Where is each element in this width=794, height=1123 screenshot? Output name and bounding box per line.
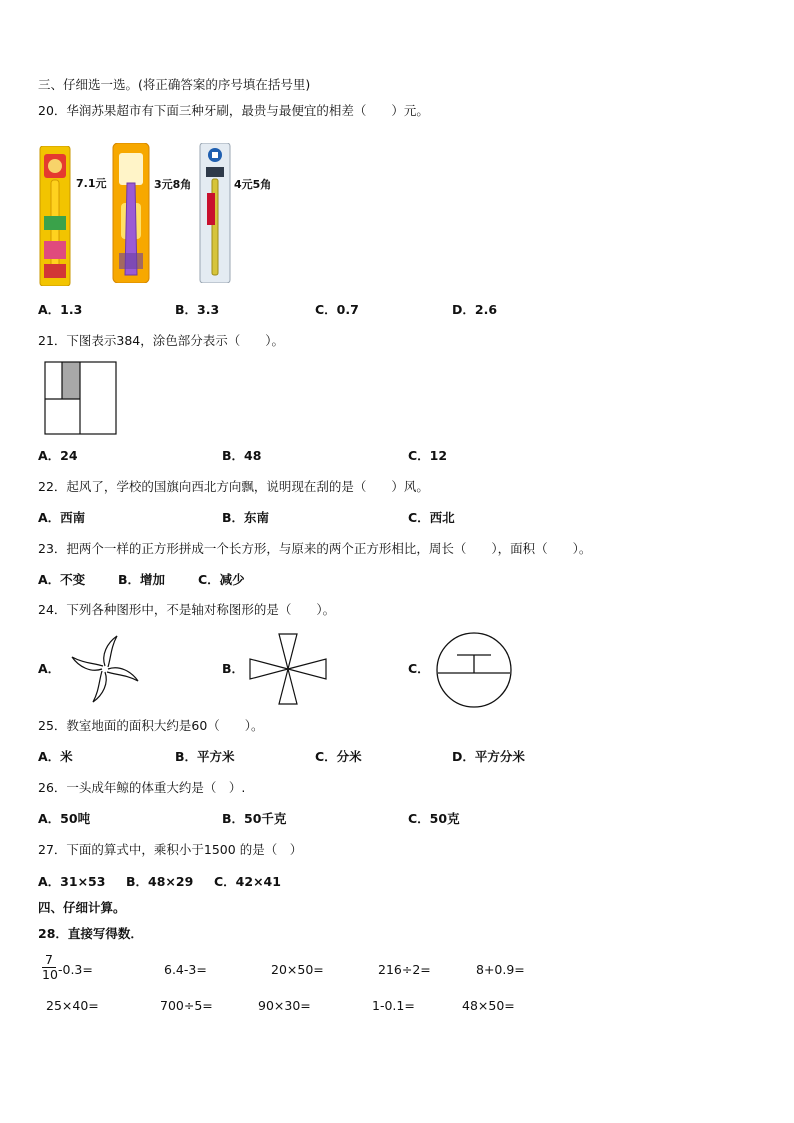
q26-option-a: A．50吨 bbox=[38, 811, 91, 826]
calc-1-3: 20×50= bbox=[271, 962, 324, 977]
q20-option-a: A．1.3 bbox=[38, 302, 83, 317]
q24-option-a: A． bbox=[38, 661, 61, 676]
question-26: 26．一头成年鲸的体重大约是（ ）. bbox=[38, 780, 246, 795]
q26-option-c: C．50克 bbox=[408, 811, 460, 826]
bowtie-cross-shape bbox=[249, 633, 327, 709]
q23-option-a: A．不变 bbox=[38, 572, 86, 587]
q20-option-b: B．3.3 bbox=[175, 302, 220, 317]
calc-1-5: 8+0.9= bbox=[476, 962, 525, 977]
calc-1-4: 216÷2= bbox=[378, 962, 431, 977]
q25-option-b: B．平方米 bbox=[175, 749, 235, 764]
q21-option-c: C．12 bbox=[408, 448, 448, 463]
toothbrush-image-3 bbox=[198, 143, 232, 287]
question-20: 20．华润苏果超市有下面三种牙刷，最贵与最便宜的相差（ ）元。 bbox=[38, 103, 429, 118]
question-24: 24．下列各种图形中，不是轴对称图形的是（ ）。 bbox=[38, 602, 336, 617]
price-label-3: 4元5角 bbox=[234, 178, 272, 191]
calc-2-4: 1-0.1= bbox=[372, 998, 415, 1013]
circle-symbol-shape bbox=[434, 631, 514, 713]
q21-option-a: A．24 bbox=[38, 448, 78, 463]
price-label-2: 3元8角 bbox=[154, 178, 192, 191]
fraction-diagram bbox=[44, 361, 118, 441]
q20-option-d: D．2.6 bbox=[452, 302, 498, 317]
q27-option-a: A．31×53 bbox=[38, 874, 106, 889]
calc-2-3: 90×30= bbox=[258, 998, 311, 1013]
q25-option-d: D．平方分米 bbox=[452, 749, 525, 764]
q22-option-a: A．西南 bbox=[38, 510, 86, 525]
price-label-1: 7.1元 bbox=[76, 177, 107, 190]
section-title-4: 四、仔细计算。 bbox=[38, 900, 126, 915]
q22-option-c: C．西北 bbox=[408, 510, 455, 525]
calc-1-1: -0.3= bbox=[58, 962, 93, 977]
fraction-7-10 bbox=[42, 953, 56, 982]
q20-option-c: C．0.7 bbox=[315, 302, 359, 317]
question-22: 22．起风了，学校的国旗向西北方向飘，说明现在刮的是（ ）风。 bbox=[38, 479, 429, 494]
calc-1-2: 6.4-3= bbox=[164, 962, 207, 977]
section-title-3: 三、仔细选一选。(将正确答案的序号填在括号里) bbox=[38, 77, 311, 92]
q24-option-c: C． bbox=[408, 661, 430, 676]
q24-option-b: B． bbox=[222, 661, 245, 676]
question-21: 21．下图表示384，涂色部分表示（ ）。 bbox=[38, 333, 285, 348]
calc-2-1: 25×40= bbox=[46, 998, 99, 1013]
question-23: 23．把两个一样的正方形拼成一个长方形，与原来的两个正方形相比，周长（ ），面积（ ）。 bbox=[38, 541, 592, 556]
calc-2-2: 700÷5= bbox=[160, 998, 213, 1013]
q25-option-c: C．分米 bbox=[315, 749, 362, 764]
q27-option-b: B．48×29 bbox=[126, 874, 194, 889]
fraction-numerator: 7 bbox=[42, 953, 56, 968]
q21-option-b: B．48 bbox=[222, 448, 262, 463]
question-27: 27．下面的算式中，乘积小于1500 的是（ ） bbox=[38, 842, 303, 857]
calc-2-5: 48×50= bbox=[462, 998, 515, 1013]
pinwheel-shape bbox=[66, 633, 144, 709]
fraction-denominator: 10 bbox=[42, 967, 58, 982]
q23-option-b: B．增加 bbox=[118, 572, 166, 587]
q27-option-c: C．42×41 bbox=[214, 874, 281, 889]
question-25: 25．教室地面的面积大约是60（ ）。 bbox=[38, 718, 264, 733]
toothbrush-image-2 bbox=[111, 143, 151, 287]
question-28: 28．直接写得数． bbox=[38, 926, 143, 941]
q23-option-c: C．减少 bbox=[198, 572, 245, 587]
q26-option-b: B．50千克 bbox=[222, 811, 287, 826]
q22-option-b: B．东南 bbox=[222, 510, 270, 525]
toothbrush-image-1 bbox=[38, 146, 72, 290]
q25-option-a: A．米 bbox=[38, 749, 73, 764]
